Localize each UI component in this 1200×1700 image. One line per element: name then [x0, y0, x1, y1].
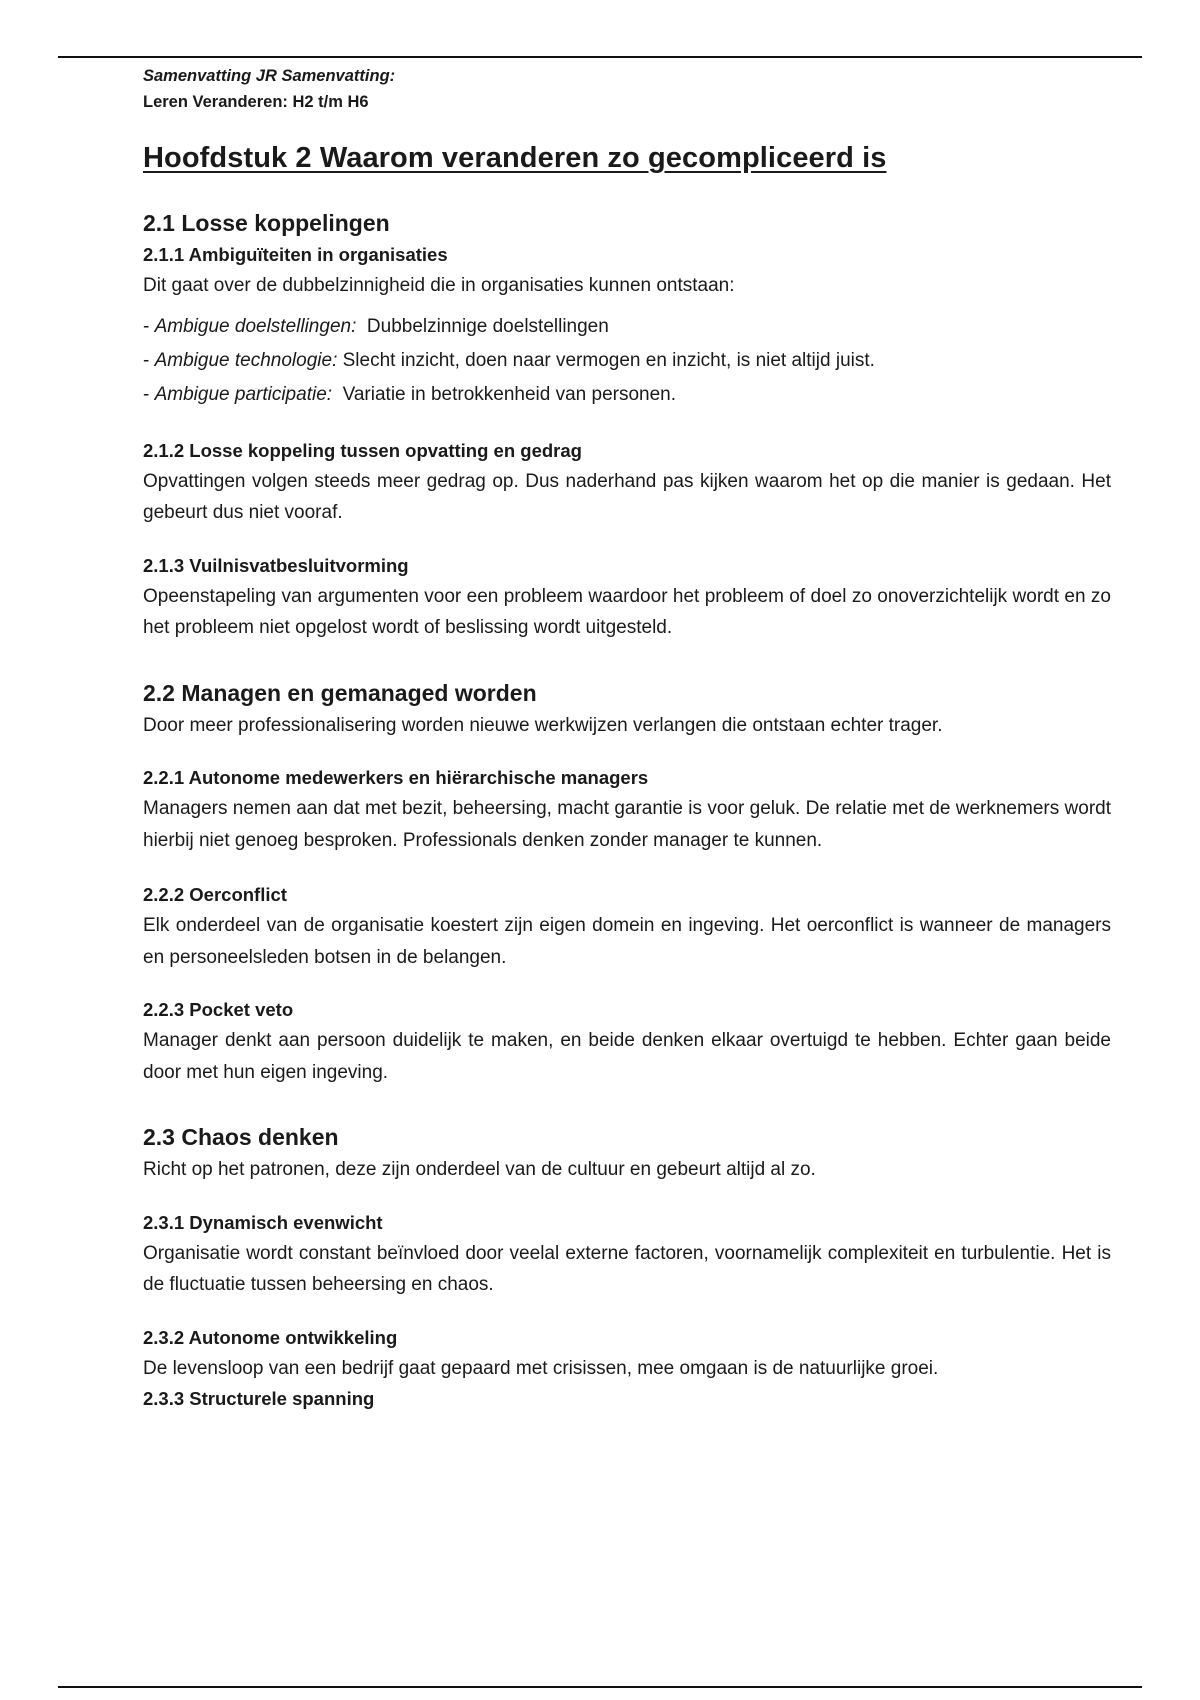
- footer-rule: [58, 1686, 1142, 1688]
- section-2-3-3-title: 2.3.3 Structurele spanning: [143, 1388, 375, 1409]
- chapter-title: Hoofdstuk 2 Waarom veranderen zo gecompliceerd is: [143, 142, 887, 174]
- section-2-1-3-text: Opeenstapeling van argumenten voor een probleem waardoor het probleem of doel zo onoverzichtelijk wordt en zo het probleem niet opgelost wordt of beslissing wordt uitgesteld.: [143, 585, 1111, 638]
- section-2-2-3-title: 2.2.3 Pocket veto: [143, 999, 294, 1020]
- bullet-term: Ambigue technologie:: [154, 349, 338, 371]
- section-2-2-1-title: 2.2.1 Autonome medewerkers en hiërarchische managers: [143, 767, 649, 788]
- bullet-dash: -: [143, 383, 155, 405]
- section-2-2-1-text: Managers nemen aan dat met bezit, beheersing, macht garantie is voor geluk. De relatie met de werknemers wordt hierbij niet genoeg besproken. Professionals denken zonder manager te kunnen.: [143, 798, 1111, 851]
- list-item: [143, 310, 1111, 344]
- section-2-3-1-title: 2.3.1 Dynamisch evenwicht: [143, 1211, 383, 1233]
- list-item: [143, 378, 1111, 412]
- section-2-1-2-title: 2.1.2 Losse koppeling tussen opvatting en gedrag: [143, 439, 582, 461]
- bullet-term: Ambigue doelstellingen:: [154, 315, 357, 337]
- bullet-dash: -: [143, 315, 155, 337]
- list-item: [143, 344, 1111, 378]
- section-2-2-3-text: Manager denkt aan persoon duidelijk te maken, en beide denken elkaar overtuigd te hebben. Echter gaan beide door met hun eigen ingeving.: [143, 1030, 1111, 1083]
- section-2-1-title: 2.1 Losse koppelingen: [143, 210, 390, 236]
- document-header-subtitle: Leren Veranderen: H2 t/m H6: [143, 93, 369, 111]
- bullet-text: Slecht inzicht, doen naar vermogen en inzicht, is niet altijd juist.: [337, 349, 875, 371]
- section-2-3-2-text: De levensloop van een bedrijf gaat gepaard met crisissen, mee omgaan is de natuurlijke groei.: [143, 1357, 939, 1379]
- document-page: [143, 62, 1111, 1414]
- section-2-3-1-text: Organisatie wordt constant beïnvloed door veelal externe factoren, voornamelijk complexiteit en turbulentie. Het is de fluctuatie tussen beheersing en chaos.: [143, 1242, 1111, 1295]
- bullet-term: Ambigue participatie:: [154, 383, 333, 405]
- section-2-3-2-title: 2.3.2 Autonome ontwikkeling: [143, 1326, 398, 1348]
- section-2-1-2-text: Opvattingen volgen steeds meer gedrag op. Dus naderhand pas kijken waarom het op die manier is gedaan. Het gebeurt dus niet vooraf.: [143, 470, 1111, 523]
- document-header-title: Samenvatting JR Samenvatting:: [143, 67, 396, 85]
- section-2-1-1-intro: Dit gaat over de dubbelzinnigheid die in organisaties kunnen ontstaan:: [143, 275, 735, 296]
- section-2-2-2-text: Elk onderdeel van de organisatie koestert zijn eigen domein en ingeving. Het oerconflict is wanneer de managers en personeelsleden botsen in de belangen.: [143, 915, 1111, 968]
- section-2-3-intro: Richt op het patronen, deze zijn onderdeel van de cultuur en gebeurt altijd al zo.: [143, 1159, 816, 1180]
- bullet-text: Dubbelzinnige doelstellingen: [356, 315, 609, 337]
- header-rule: [58, 56, 1142, 58]
- section-2-1-3-title: 2.1.3 Vuilnisvatbesluitvorming: [143, 554, 409, 576]
- section-2-1-1-title: 2.1.1 Ambiguïteiten in organisaties: [143, 244, 448, 265]
- bullet-text: Variatie in betrokkenheid van personen.: [332, 383, 677, 405]
- bullet-dash: -: [143, 349, 155, 371]
- section-2-3-title: 2.3 Chaos denken: [143, 1124, 339, 1150]
- section-2-2-intro: Door meer professionalisering worden nieuwe werkwijzen verlangen die ontstaan echter trager.: [143, 714, 943, 736]
- section-2-2-2-title: 2.2.2 Oerconflict: [143, 884, 287, 905]
- section-2-2-title: 2.2 Managen en gemanaged worden: [143, 679, 537, 706]
